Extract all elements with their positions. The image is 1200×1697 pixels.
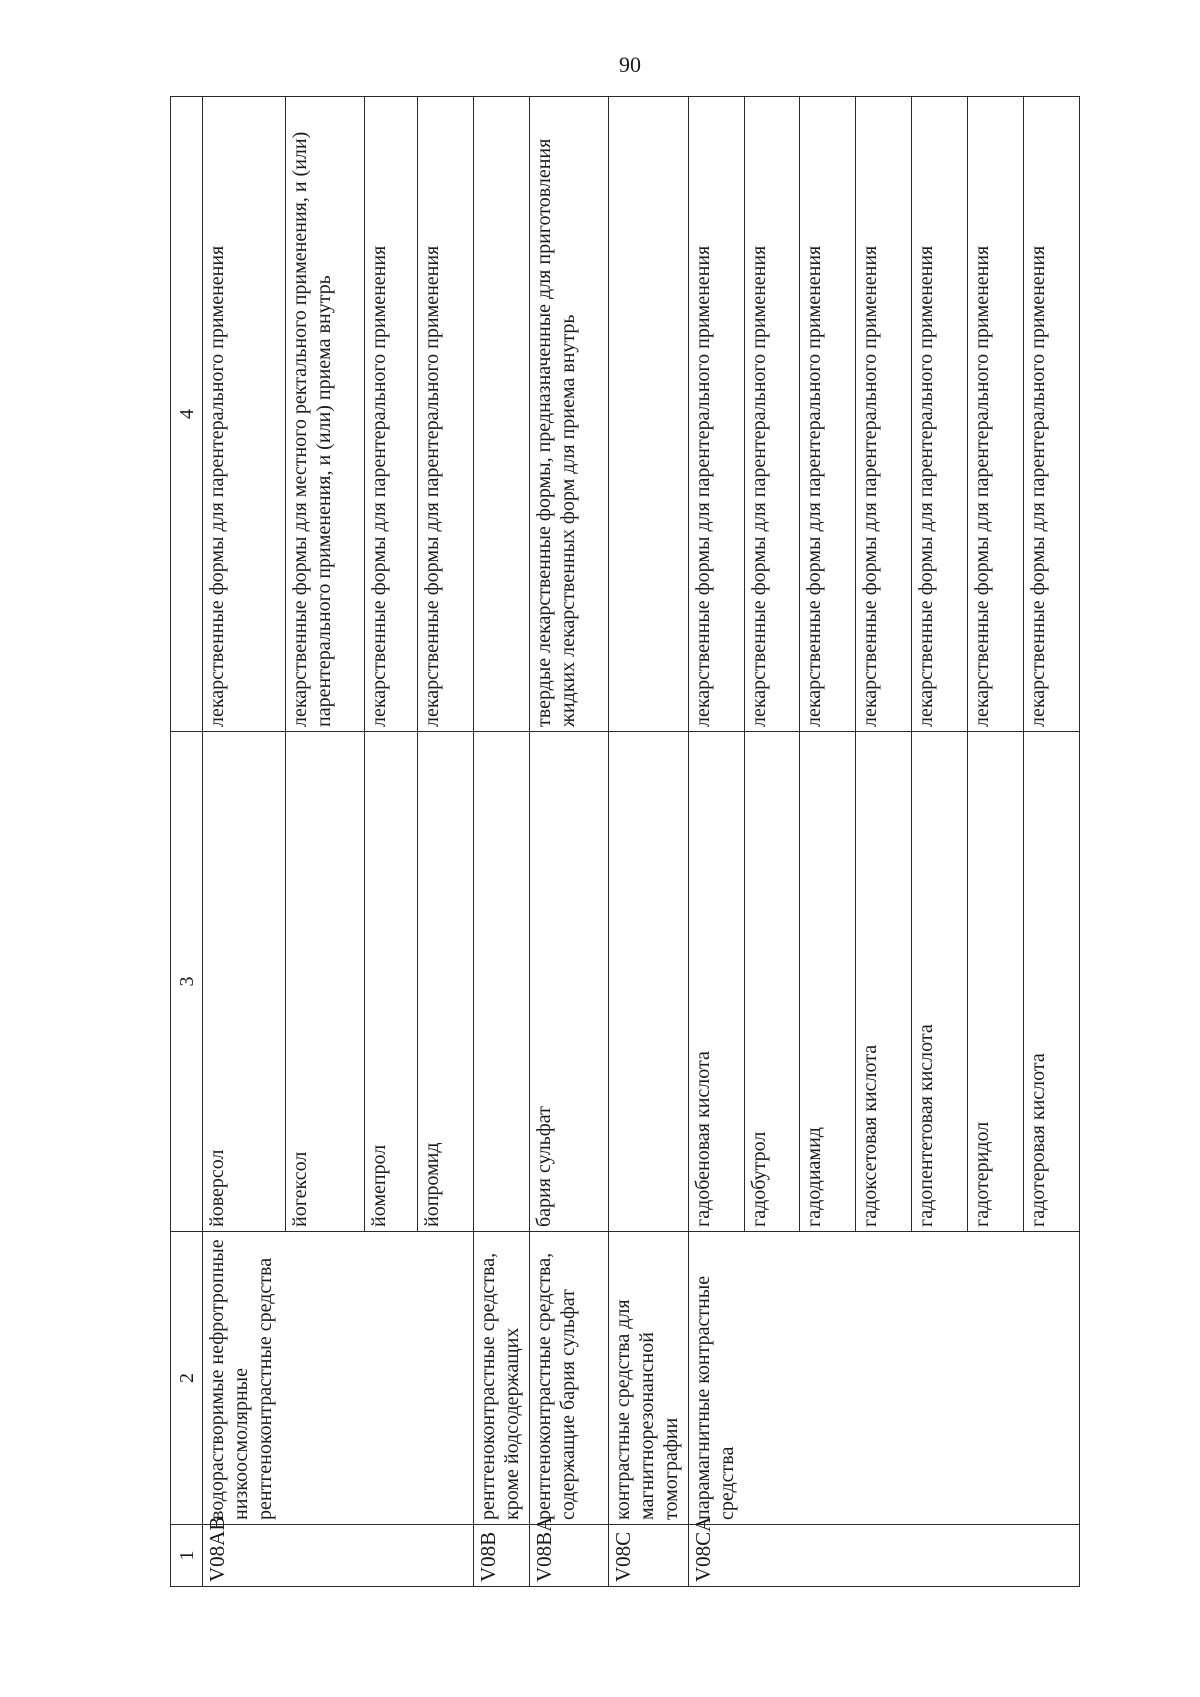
- group-name: рентгеноконтрастные средства, кроме йодсодержащих: [474, 1232, 530, 1525]
- rotated-table-container: [170, 97, 1080, 1587]
- group-name: контрастные средства для магнитнорезонансной томографии: [608, 1232, 688, 1525]
- group-name: водорастворимые нефротропные низкоосмолярные рентгеноконтрастные средства: [203, 1232, 474, 1525]
- table-row: [203, 97, 286, 1587]
- drug-name: йопромид: [418, 732, 474, 1232]
- dosage-form: лекарственные формы для парентерального применения: [364, 97, 418, 732]
- table-row: [474, 97, 530, 1587]
- dosage-form: лекарственные формы для парентерального применения: [800, 97, 856, 732]
- drug-name: гадоксетовая кислота: [856, 732, 912, 1232]
- dosage-form: лекарственные формы для парентерального применения: [688, 97, 744, 732]
- drug-name: гадобутрол: [744, 732, 800, 1232]
- drug-name: гадотеровая кислота: [1024, 732, 1080, 1232]
- drug-name: йогексол: [285, 732, 364, 1232]
- atc-code: V08B: [474, 1525, 530, 1587]
- dosage-form: лекарственные формы для парентерального применения: [418, 97, 474, 732]
- dosage-form: лекарственные формы для парентерального применения: [1024, 97, 1080, 732]
- group-name: парамагнитные контрастные средства: [688, 1232, 1079, 1525]
- dosage-form: лекарственные формы для местного ректального применения, и (или) парентерального применения, и (или) приема внутрь: [285, 97, 364, 732]
- atc-code: V08AB: [203, 1525, 474, 1587]
- dosage-form: лекарственные формы для парентерального применения: [744, 97, 800, 732]
- drug-name: гадотеридол: [968, 732, 1024, 1232]
- atc-code: V08CA: [688, 1525, 1079, 1587]
- drug-name: [608, 732, 688, 1232]
- drug-name: гадопентетовая кислота: [912, 732, 968, 1232]
- drug-name: йоверсол: [203, 732, 286, 1232]
- header-col-2: 2: [171, 1232, 203, 1525]
- table-row: [688, 97, 744, 1587]
- header-col-3: 3: [171, 732, 203, 1232]
- dosage-form: лекарственные формы для парентерального применения: [203, 97, 286, 732]
- dosage-form: твердые лекарственные формы, предназначенные для приготовления жидких лекарственных форм для приема внутрь: [530, 97, 609, 732]
- table-row: [608, 97, 688, 1587]
- header-col-4: 4: [171, 97, 203, 732]
- dosage-form: лекарственные формы для парентерального применения: [912, 97, 968, 732]
- medication-table: [170, 96, 1080, 1587]
- drug-name: гадобеновая кислота: [688, 732, 744, 1232]
- group-name: рентгеноконтрастные средства, содержащие бария сульфат: [530, 1232, 609, 1525]
- page-number: 90: [619, 52, 641, 77]
- dosage-form: лекарственные формы для парентерального применения: [968, 97, 1024, 732]
- drug-name: йомепрол: [364, 732, 418, 1232]
- table-header-row: [171, 97, 203, 1587]
- atc-code: V08C: [608, 1525, 688, 1587]
- atc-code: V08BA: [530, 1525, 609, 1587]
- dosage-form: [608, 97, 688, 732]
- drug-name: бария сульфат: [530, 732, 609, 1232]
- table-row: [530, 97, 609, 1587]
- header-col-1: 1: [171, 1525, 203, 1587]
- drug-name: [474, 732, 530, 1232]
- dosage-form: [474, 97, 530, 732]
- drug-name: гадодиамид: [800, 732, 856, 1232]
- dosage-form: лекарственные формы для парентерального применения: [856, 97, 912, 732]
